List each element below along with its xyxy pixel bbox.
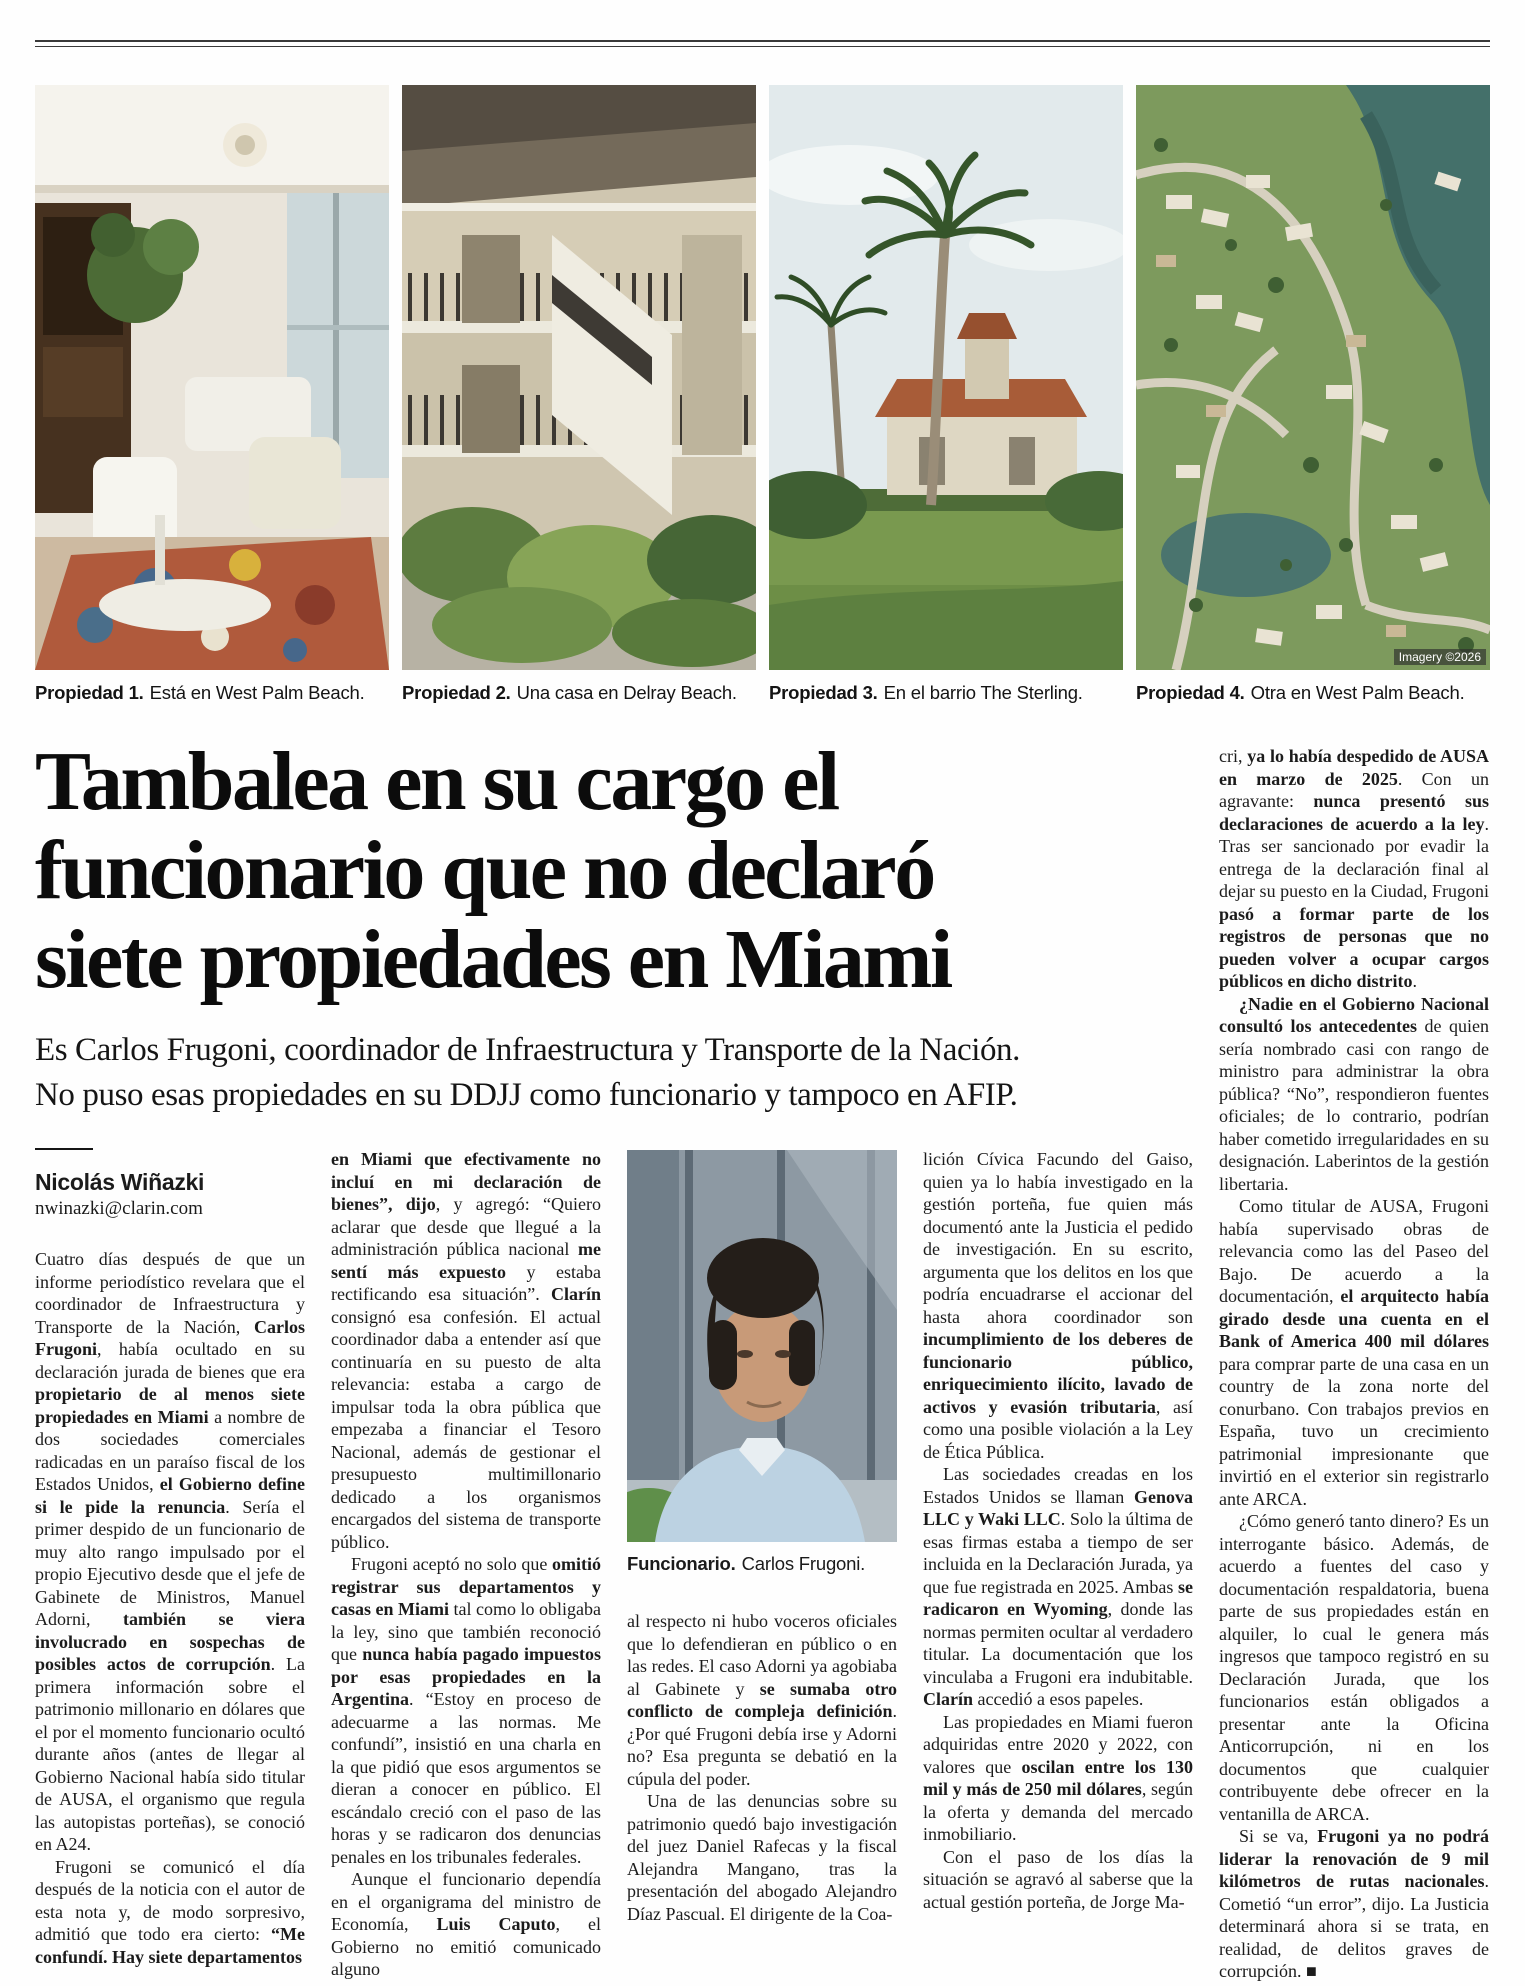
condo-building-image xyxy=(402,85,756,670)
photo-card-4 xyxy=(1136,85,1490,705)
deck-line-1: Es Carlos Frugoni, coordinador de Infraestructura y Transporte de la Nación. xyxy=(35,1032,1021,1068)
article-main-left xyxy=(35,737,1193,1983)
portrait-illustration xyxy=(627,1150,897,1542)
inset-figure xyxy=(627,1150,897,1576)
caption-text: En el barrio The Sterling. xyxy=(883,682,1083,703)
property-photo-strip xyxy=(35,85,1490,705)
byline-author: Nicolás Wiñazki xyxy=(35,1169,205,1195)
property-photo-4 xyxy=(1136,85,1490,670)
caption-label: Propiedad 3. xyxy=(769,682,878,703)
column-1-text xyxy=(35,1248,305,1968)
article-paragraph: Aunque el funcionario dependía en el organigrama del ministro de Economía, Luis Caputo, el Gobierno no emitió comunicado alguno xyxy=(331,1869,601,1979)
palm-trees-image xyxy=(769,85,1123,670)
article-column-3 xyxy=(627,1148,897,1981)
photo-caption-2 xyxy=(402,681,756,705)
article-column-1 xyxy=(35,1148,305,1981)
article-paragraph: Las propiedades en Miami fueron adquiridas entre 2020 y 2022, con valores que oscilan entre los 130 mil y más de 250 mil dólares, según la oferta y demanda del mercado inmobiliario. xyxy=(923,1711,1193,1844)
article-paragraph: al respecto ni hubo voceros oficiales que lo defendieran en público o en las redes. El caso Adorni ya agobiaba al Gabinete y se sumaba otro conflicto de compleja definición. ¿Por qué Frugoni debía irse y Adorni no? Esa pregunta se debatió en la cúpula del poder. xyxy=(627,1611,897,1789)
article-column-5 xyxy=(1219,737,1489,1983)
byline-rule xyxy=(35,1148,93,1150)
caption-label: Funcionario. xyxy=(627,1553,736,1574)
article-paragraph: Con el paso de los días la situación se agravó al saberse que la actual gestión porteña, de Jorge Ma- xyxy=(923,1846,1193,1912)
photo-card-1 xyxy=(35,85,389,705)
property-photo-2 xyxy=(402,85,756,670)
property-photo-1 xyxy=(35,85,389,670)
article-region xyxy=(35,737,1490,1983)
article-paragraph: ¿Nadie en el Gobierno Nacional consultó los antecedentes de quien sería nombrado casi con rango de ministro para administrar la obra pública? “No”, respondieron fuentes oficiales; de lo contrario, podrían haber cometido irregularidades en su designación. Laberintos de la gestión libertaria. xyxy=(1219,993,1489,1194)
photo-card-2 xyxy=(402,85,756,705)
article-paragraph: ¿Cómo generó tanto dinero? Es un interrogante básico. Además, de acuerdo a fuentes del caso y documentación respaldatoria, buena parte de sus propiedades están en alquiler, lo cual le genera más ingresos que tampoco registró en su Declaración Jurada, que los funcionarios están obligados a presentar ante la Oficina Anticorrupción, ni en los documentos que cualquier contribuyente debe ofrecer en la ventanilla de ARCA. xyxy=(1219,1511,1489,1824)
article-column-4 xyxy=(923,1148,1193,1981)
headline-line-1: Tambalea en su cargo el xyxy=(35,735,838,828)
headline xyxy=(35,737,1193,1004)
photo-caption-3 xyxy=(769,681,1123,705)
caption-text: Está en West Palm Beach. xyxy=(149,682,365,703)
article-paragraph: Una de las denuncias sobre su patrimonio quedó bajo investigación del juez Daniel Rafecas y la fiscal Alejandra Mangano, tras la presentación del abogado Alejandro Díaz Pascual. El dirigente de la Coa- xyxy=(627,1791,897,1924)
column-5-text xyxy=(1219,745,1489,1983)
imagery-watermark: Imagery ©2026 xyxy=(1394,649,1486,665)
article-paragraph: Como titular de AUSA, Frugoni había supervisado obras de relevancia como las del Paseo del Bajo. De acuerdo a la documentación, el arquitecto había girado desde una cuenta en el Bank of America 400 mil dólares para comprar parte de una casa en un country de la zona norte del conurbano. Con trabajos previos en España, tuvo un crecimiento patrimonial impresionante que invirtió en el exterior sin registrarlo ante ARCA. xyxy=(1219,1196,1489,1509)
column-3-text xyxy=(627,1610,897,1925)
frugoni-portrait-image xyxy=(627,1150,897,1542)
property-photo-3 xyxy=(769,85,1123,670)
caption-text: Una casa en Delray Beach. xyxy=(516,682,737,703)
article-column-2 xyxy=(331,1148,601,1981)
caption-label: Propiedad 1. xyxy=(35,682,144,703)
headline-line-3: siete propiedades en Miami xyxy=(35,913,951,1006)
article-paragraph: Si se va, Frugoni ya no podrá liderar la renovación de 9 mil kilómetros de rutas nacionales. Cometió “un error”, dijo. La Justicia determinará ahora si se trata, en realidad, de delitos graves de corrupción. ■ xyxy=(1219,1826,1489,1981)
inset-photo-caption xyxy=(627,1552,897,1576)
article-paragraph: Frugoni aceptó no solo que omitió registrar sus departamentos y casas en Miami tal como lo obligaba la ley, sino que también reconoció que nunca había pagado impuestos por esas propiedades en la Argentina. “Estoy en proceso de adecuarme a las normas. Me confundí”, insistió en una charla en la que pidió que esos argumentos se dieran a conocer en público. El escándalo creció con el paso de las horas y se radicaron dos denuncias penales en los tribunales federales. xyxy=(331,1554,602,1867)
deck xyxy=(35,1028,1193,1118)
masthead-double-rule xyxy=(35,40,1490,47)
photo-caption-1 xyxy=(35,681,389,705)
photo-caption-4 xyxy=(1136,681,1490,705)
interior-living-room-image xyxy=(35,85,389,670)
caption-label: Propiedad 2. xyxy=(402,682,511,703)
column-2-text xyxy=(331,1148,601,1981)
byline-block xyxy=(35,1148,305,1222)
article-paragraph: Las sociedades creadas en los Estados Unidos se llaman Genova LLC y Waki LLC. Solo la última de esas firmas estaba a tiempo de ser incluida en la Declaración Jurada, ya que fue registrada en 2025. Ambas se radicaron en Wyoming, donde las normas permiten ocultar al verdadero titular. La documentación que los vinculaba a Frugoni era indubitable. Clarín accedió a esos papeles. xyxy=(923,1464,1194,1709)
byline-email[interactable]: nwinazki@clarin.com xyxy=(35,1198,203,1219)
aerial-satellite-image xyxy=(1136,85,1490,670)
caption-text: Otra en West Palm Beach. xyxy=(1250,682,1465,703)
article-paragraph: cri, ya lo había despedido de AUSA en marzo de 2025. Con un agravante: nunca presentó sus declaraciones de acuerdo a la ley. Tras ser sancionado por evadir la entrega de la declaración final al dejar su puesto en la Ciudad, Frugoni pasó a formar parte de los registros de personas que no pueden volver a ocupar cargos públicos en dicho distrito. xyxy=(1219,746,1489,991)
article-paragraph: en Miami que efectivamente no incluí en mi declaración de bienes”, dijo, y agregó: “Quiero aclarar que desde que llegué a la administración pública nacional me sentí más expuesto y estaba rectificando esa situación”. Clarín consignó esa confesión. El actual coordinador daba a entender así que continuaría en su puesto de alta relevancia: estaba a cargo de impulsar toda la obra pública que empezaba a financiar el Tesoro Nacional, además de gestionar el presupuesto multimillonario dedicado a los organismos encargados del sistema de transporte público. xyxy=(331,1149,602,1552)
article-paragraph: Cuatro días después de que un informe periodístico revelara que el coordinador de Infraestructura y Transporte de la Nación, Carlos Frugoni, había ocultado en su declaración jurada de bienes que era propietario de al menos siete propiedades en Miami a nombre de dos sociedades comerciales radicadas en un paraíso fiscal de los Estados Unidos, el Gobierno define si le pide la renuncia. Sería el primer despido de un funcionario de muy alto rango impulsado por el propio Ejecutivo desde que el jefe de Gabinete de Ministros, Manuel Adorni, también se viera involucrado en sospechas de posibles actos de corrupción. La primera información sobre el patrimonio millonario en dólares que el por el momento funcionario ocultó durante años (antes de llegar al Gobierno Nacional había sido titular de AUSA, el organismo que regula las autopistas porteñas), se conoció en A24. xyxy=(35,1249,306,1854)
article-paragraph: lición Cívica Facundo del Gaiso, quien ya lo había investigado en la gestión porteña, fue quien más documentó ante la Justicia el pedido de investigación. En su escrito, argumenta que los delitos en los que podría encuadrarse el accionar del hasta ahora coordinador son incumplimiento de los deberes de funcionario público, enriquecimiento ilícito, lavado de activos y evasión tributaria, así como una posible violación a la Ley de Ética Pública. xyxy=(923,1149,1193,1462)
caption-text: Carlos Frugoni. xyxy=(741,1553,866,1574)
headline-line-2: funcionario que no declaró xyxy=(35,824,934,917)
body-columns xyxy=(35,1148,1193,1981)
article-paragraph: Frugoni se comunicó el día después de la noticia con el autor de esta nota y, de modo sorpresivo, admitió que todo era cierto: “Me confundí. Hay siete departamentos xyxy=(35,1856,305,1967)
column-4-text xyxy=(923,1148,1193,1913)
deck-line-2: No puso esas propiedades en su DDJJ como funcionario y tampoco en AFIP. xyxy=(35,1077,1018,1113)
caption-label: Propiedad 4. xyxy=(1136,682,1245,703)
photo-card-3 xyxy=(769,85,1123,705)
